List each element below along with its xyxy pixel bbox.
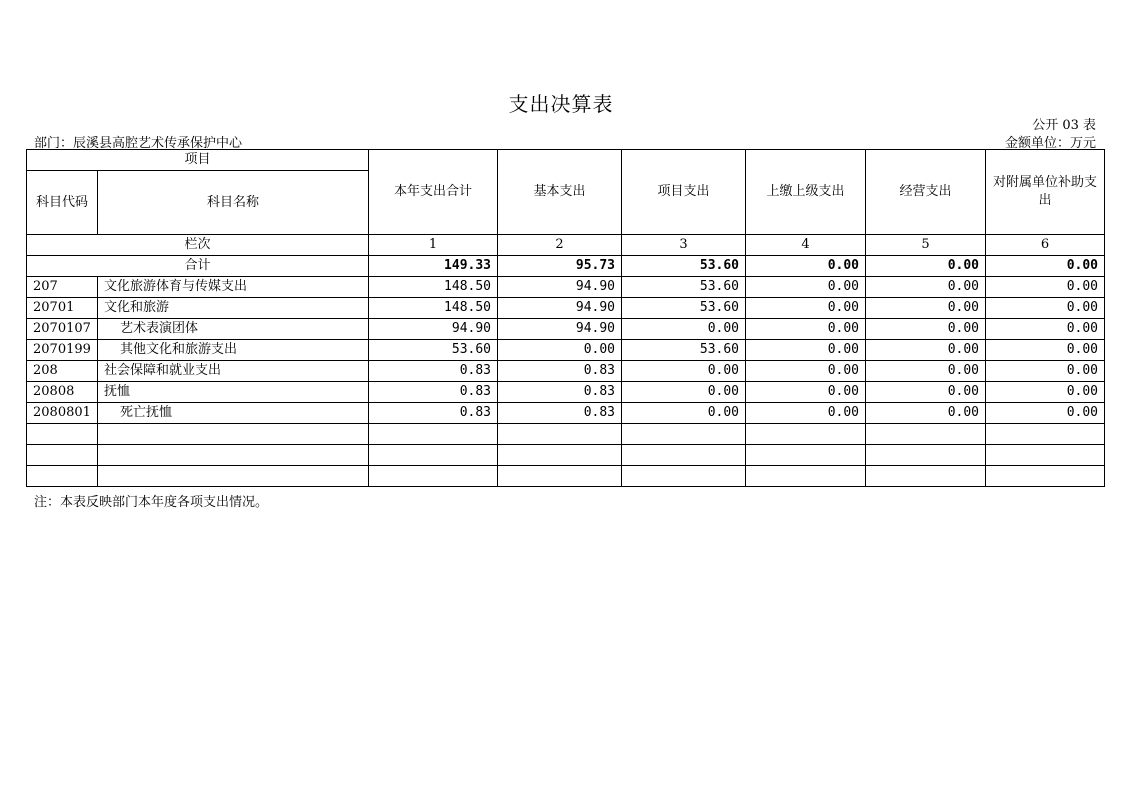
header-item-group: 项目	[27, 150, 369, 171]
row-label: 栏次	[27, 235, 369, 256]
row-code: 2080801	[27, 403, 98, 424]
table-row	[27, 340, 1105, 361]
table-row	[27, 298, 1105, 319]
header-name: 科目名称	[98, 171, 369, 235]
row-value: 94.90	[369, 319, 498, 340]
row-code: 207	[27, 277, 98, 298]
row-value: 0.00	[986, 340, 1105, 361]
row-name: 死亡抚恤	[98, 403, 369, 424]
department-label: 部门：辰溪县高腔艺术传承保护中心	[34, 136, 243, 151]
col-num: 1	[369, 235, 498, 256]
table-row	[27, 361, 1105, 382]
empty-row	[27, 424, 1105, 445]
row-value: 0.00	[746, 340, 866, 361]
total-label: 合计	[27, 256, 369, 277]
table-number: 公开 03 表	[1032, 118, 1096, 133]
row-value: 0.83	[498, 403, 622, 424]
expenditure-table	[26, 149, 1105, 487]
row-value: 0.00	[622, 361, 746, 382]
row-code: 2070199	[27, 340, 98, 361]
header-col-remit: 上缴上级支出	[746, 150, 866, 235]
total-value: 0.00	[866, 256, 986, 277]
row-value: 0.00	[746, 277, 866, 298]
row-value: 53.60	[622, 277, 746, 298]
row-value: 94.90	[498, 319, 622, 340]
row-value: 148.50	[369, 277, 498, 298]
row-value: 94.90	[498, 298, 622, 319]
total-value: 53.60	[622, 256, 746, 277]
row-name: 抚恤	[98, 382, 369, 403]
row-code: 208	[27, 361, 98, 382]
row-value: 0.00	[866, 298, 986, 319]
row-value: 53.60	[622, 298, 746, 319]
col-num: 2	[498, 235, 622, 256]
row-value: 0.83	[498, 361, 622, 382]
header-col-project: 项目支出	[622, 150, 746, 235]
page-title: 支出决算表	[508, 92, 614, 116]
row-value: 94.90	[498, 277, 622, 298]
col-num: 5	[866, 235, 986, 256]
row-value: 0.00	[746, 403, 866, 424]
total-value: 0.00	[986, 256, 1105, 277]
row-value: 0.00	[986, 319, 1105, 340]
header-col-basic: 基本支出	[498, 150, 622, 235]
row-value: 0.00	[746, 382, 866, 403]
total-value: 0.00	[746, 256, 866, 277]
col-num: 3	[622, 235, 746, 256]
row-value: 0.00	[866, 340, 986, 361]
col-num: 6	[986, 235, 1105, 256]
row-value: 148.50	[369, 298, 498, 319]
row-value: 0.00	[746, 298, 866, 319]
table-row	[27, 403, 1105, 424]
row-code: 20701	[27, 298, 98, 319]
row-value: 0.00	[498, 340, 622, 361]
row-value: 0.00	[866, 382, 986, 403]
row-code: 2070107	[27, 319, 98, 340]
header-col-operating: 经营支出	[866, 150, 986, 235]
row-value: 0.00	[866, 403, 986, 424]
table-row	[27, 382, 1105, 403]
table-row	[27, 319, 1105, 340]
row-value: 0.83	[369, 403, 498, 424]
row-value: 0.00	[746, 319, 866, 340]
header-col-subsidy: 对附属单位补助支出	[986, 150, 1105, 235]
row-value: 0.00	[986, 361, 1105, 382]
total-row	[27, 256, 1105, 277]
row-value: 0.00	[622, 319, 746, 340]
col-num: 4	[746, 235, 866, 256]
table-row	[27, 277, 1105, 298]
row-name: 社会保障和就业支出	[98, 361, 369, 382]
row-name: 文化旅游体育与传媒支出	[98, 277, 369, 298]
row-value: 0.00	[622, 403, 746, 424]
total-value: 149.33	[369, 256, 498, 277]
row-value: 0.00	[986, 382, 1105, 403]
amount-unit-label: 金额单位：万元	[1004, 136, 1096, 151]
row-value: 0.00	[986, 403, 1105, 424]
row-code: 20808	[27, 382, 98, 403]
row-name: 其他文化和旅游支出	[98, 340, 369, 361]
total-value: 95.73	[498, 256, 622, 277]
row-value: 0.00	[622, 382, 746, 403]
row-value: 0.00	[986, 298, 1105, 319]
row-value: 0.00	[866, 277, 986, 298]
row-value: 0.00	[866, 319, 986, 340]
row-value: 0.83	[369, 361, 498, 382]
row-value: 0.00	[986, 277, 1105, 298]
empty-row	[27, 445, 1105, 466]
row-value: 53.60	[622, 340, 746, 361]
table-note: 注：本表反映部门本年度各项支出情况。	[34, 495, 269, 510]
row-value: 0.00	[866, 361, 986, 382]
empty-row	[27, 466, 1105, 487]
row-value: 0.00	[746, 361, 866, 382]
header-code: 科目代码	[27, 171, 98, 235]
row-name: 文化和旅游	[98, 298, 369, 319]
row-value: 0.83	[498, 382, 622, 403]
row-value: 53.60	[369, 340, 498, 361]
row-value: 0.83	[369, 382, 498, 403]
row-name: 艺术表演团体	[98, 319, 369, 340]
header-col-total: 本年支出合计	[369, 150, 498, 235]
